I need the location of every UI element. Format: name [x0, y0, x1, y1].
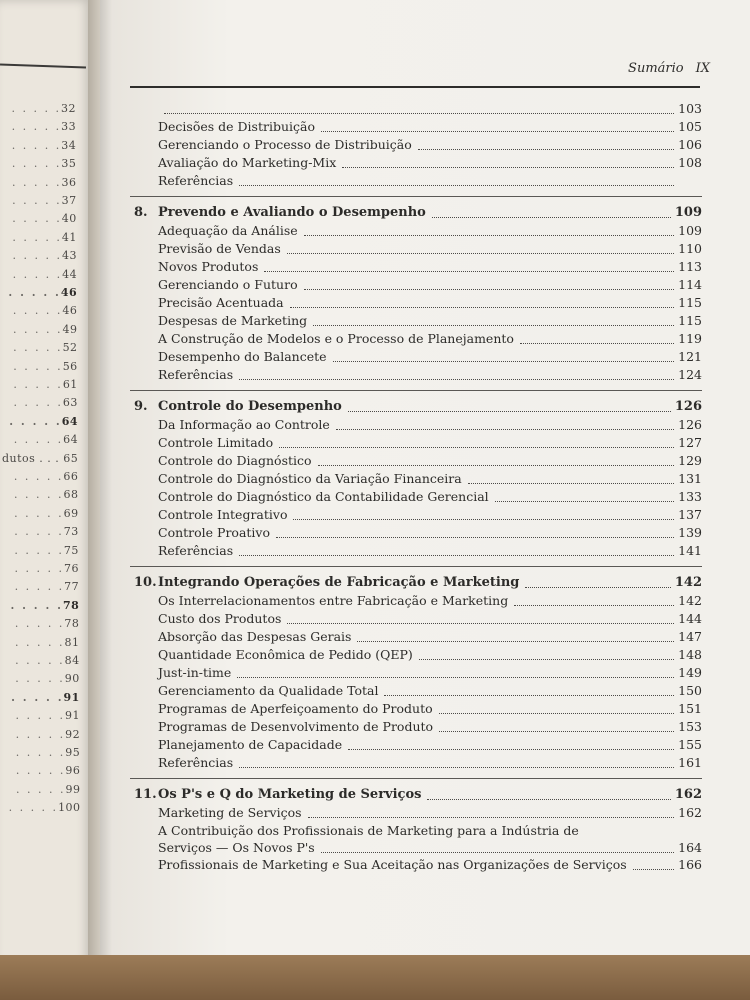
left-page-line — [16, 764, 80, 777]
dot-leader — [439, 718, 674, 732]
entry-title: A Construção de Modelos e o Processo de Planejamento — [158, 331, 514, 346]
toc-entry-row[interactable] — [130, 592, 702, 610]
page-number: 137 — [678, 507, 702, 522]
dot-leader — [164, 100, 674, 114]
entry-title: Custo dos Produtos — [158, 611, 282, 626]
left-page-line — [15, 617, 79, 630]
page-number: 131 — [678, 471, 702, 486]
page-number: 151 — [678, 701, 702, 716]
page-number: 109 — [678, 223, 702, 238]
left-page-leader: . . . . . — [13, 433, 64, 447]
page-number: 162 — [678, 805, 702, 820]
left-page-number: 34 — [61, 138, 77, 152]
dot-leader — [321, 839, 674, 853]
left-page-leader: . . . . . — [12, 304, 63, 318]
header-rule — [130, 86, 700, 88]
left-page-leader: . . . . . — [9, 414, 62, 428]
left-page-leader: . . . . . — [15, 709, 65, 723]
running-header-section: Sumário — [628, 61, 684, 76]
dot-leader — [239, 542, 674, 556]
entry-title: Adequação da Análise — [158, 223, 298, 238]
left-page-leader: . . . . . — [15, 764, 66, 778]
left-page-number: 84 — [64, 654, 80, 667]
left-page-number: 69 — [63, 506, 79, 520]
entry-title: Referências — [158, 755, 234, 770]
left-page-number: 77 — [64, 580, 80, 594]
toc-entry-row[interactable] — [130, 434, 702, 452]
dot-leader — [348, 398, 671, 412]
page-number: 127 — [678, 435, 702, 450]
entry-title: Novos Produtos — [158, 259, 259, 274]
toc-entry-row[interactable] — [130, 664, 702, 682]
chapter-title: Integrando Operações de Fabricação e Marketing — [158, 575, 520, 590]
left-page-number: 44 — [62, 267, 78, 281]
left-page-number: 40 — [61, 212, 77, 226]
toc-entry-row[interactable] — [130, 646, 702, 664]
dot-leader — [384, 682, 674, 696]
left-page-line — [13, 323, 77, 336]
toc-chapter-row[interactable] — [130, 204, 702, 222]
entry-title: Previsão de Vendas — [158, 241, 281, 256]
toc-entry-row[interactable] — [130, 452, 702, 470]
left-page-line — [12, 212, 76, 225]
chapter-number: 9. — [134, 399, 148, 414]
page-number: 113 — [678, 259, 702, 274]
entry-title: Despesas de Marketing — [158, 313, 308, 328]
toc-entry-row[interactable] — [130, 700, 702, 718]
entry-title: Profissionais de Marketing e Sua Aceitação nas Organizações de Serviços — [158, 857, 627, 872]
left-page-number: 91 — [63, 690, 80, 704]
entry-title-line2: Serviços — Os Novos P's — [158, 840, 315, 855]
entry-title: Avaliação do Marketing-Mix — [158, 155, 337, 170]
left-page-leader: . . . . . — [15, 782, 66, 796]
left-page-leader: . . . . . — [13, 378, 63, 391]
left-page-line — [13, 378, 77, 391]
left-page-number: 41 — [61, 230, 77, 244]
left-page-line — [14, 525, 78, 538]
entry-title: Marketing de Serviços — [158, 805, 302, 820]
left-header-rule — [0, 63, 86, 68]
left-page-leader: . . . . . — [14, 543, 64, 557]
page-number: 133 — [678, 489, 702, 504]
entry-title: Referências — [158, 543, 234, 558]
toc-entry-row[interactable] — [130, 330, 702, 348]
dot-leader — [348, 736, 674, 750]
dot-leader — [342, 154, 674, 168]
page-number: 119 — [678, 331, 702, 346]
toc-entry-row[interactable] — [130, 822, 702, 856]
left-page-leader: . . . . . — [10, 598, 63, 612]
toc-entry-row[interactable] — [130, 542, 702, 560]
page-shadow — [100, 0, 112, 970]
dot-leader — [313, 312, 674, 326]
left-page-line — [15, 636, 79, 649]
left-page-line — [16, 746, 80, 759]
entry-title: Os Interrelacionamentos entre Fabricação e Marketing — [158, 593, 509, 608]
chapter-number: 10. — [134, 575, 157, 590]
entry-title: Controle do Diagnóstico da Variação Financeira — [158, 471, 462, 486]
left-page-leader: . . . . . — [15, 635, 65, 649]
page-number: 142 — [678, 593, 702, 608]
left-page-leader: . . . . . — [11, 157, 62, 171]
chapter-divider — [130, 390, 702, 391]
entry-title: Referências — [158, 173, 234, 188]
page-number: 126 — [674, 399, 702, 414]
left-page-number: 91 — [64, 709, 80, 723]
left-page-number: 78 — [62, 598, 80, 612]
left-page-line — [14, 488, 78, 501]
table-of-contents — [130, 100, 702, 874]
left-page — [0, 0, 92, 965]
toc-entry-row[interactable] — [130, 366, 702, 384]
dot-leader — [318, 452, 675, 466]
left-page-number: 52 — [62, 341, 78, 355]
left-page-line — [14, 433, 78, 446]
left-page-number: 32 — [61, 102, 76, 115]
page-number: 149 — [678, 665, 702, 680]
entry-title: Planejamento de Capacidade — [158, 737, 343, 752]
dot-leader — [357, 628, 674, 642]
chapter-title: Controle do Desempenho — [158, 399, 342, 414]
left-page-number: 36 — [61, 175, 77, 189]
toc-entry-row[interactable] — [130, 610, 702, 628]
left-page-number: 100 — [58, 801, 81, 815]
left-page-number: dutos . . . 65 — [1, 451, 79, 465]
entry-title: Gerenciando o Futuro — [158, 277, 298, 292]
dot-leader — [427, 786, 670, 800]
left-page-line — [14, 507, 78, 520]
dot-leader — [264, 258, 674, 272]
page-number: 126 — [678, 417, 702, 432]
toc-entry-row[interactable] — [130, 506, 702, 524]
left-page-line — [14, 470, 78, 483]
left-page-number: 49 — [62, 322, 78, 336]
left-page-leader: . . . . . — [8, 286, 61, 299]
left-page-number: 63 — [62, 396, 78, 410]
left-page-leader: . . . . . — [15, 746, 66, 759]
entry-title: Programas de Desenvolvimento de Produto — [158, 719, 434, 734]
left-page-number: 43 — [61, 249, 77, 263]
left-page-line — [13, 396, 77, 409]
left-page-leader: . . . . . — [14, 525, 64, 539]
dot-leader — [321, 118, 674, 132]
page-number: 124 — [678, 367, 702, 382]
entry-title: Just-in-time — [158, 665, 232, 680]
chapter-title: Os P's e Q do Marketing de Serviços — [158, 787, 422, 802]
left-page-line — [15, 709, 79, 722]
left-page-number: 78 — [64, 617, 80, 631]
page-number: 153 — [678, 719, 702, 734]
left-page-line — [15, 562, 79, 575]
page-number: 141 — [678, 543, 702, 558]
toc-entry-row[interactable] — [130, 524, 702, 542]
dot-leader — [308, 804, 675, 818]
entry-title: Da Informação ao Controle — [158, 417, 330, 432]
dot-leader — [439, 700, 674, 714]
left-page-line — [16, 783, 80, 796]
toc-entry-row[interactable] — [130, 348, 702, 366]
left-page-number: 76 — [64, 562, 79, 575]
entry-title: Referências — [158, 367, 234, 382]
entry-title: Programas de Aperfeiçoamento do Produto — [158, 701, 433, 716]
left-page-number: 68 — [63, 488, 79, 502]
left-page-leader: . . . . . — [15, 727, 66, 741]
page-number: 139 — [678, 525, 702, 540]
page-number: 103 — [678, 101, 702, 116]
page-number: 155 — [678, 737, 702, 752]
left-page-line — [12, 139, 76, 152]
left-page-number: 56 — [62, 359, 78, 373]
left-page-line — [15, 672, 79, 685]
left-page-leader: . . . . . — [12, 322, 63, 336]
toc-entry-row[interactable] — [130, 312, 702, 330]
table-surface — [0, 955, 750, 1000]
left-page-number: 33 — [61, 120, 77, 134]
entry-title: Absorção das Despesas Gerais — [158, 629, 352, 644]
entry-title: Controle do Diagnóstico — [158, 453, 312, 468]
entry-title-line1: A Contribuição dos Profissionais de Marketing para a Indústria de — [158, 823, 579, 838]
left-page-number: 90 — [64, 672, 80, 686]
running-header-page: IX — [695, 61, 710, 76]
left-page-leader: . . . . . — [12, 194, 62, 207]
page-number: 148 — [678, 647, 702, 662]
toc-entry-row[interactable] — [130, 628, 702, 646]
left-page-number: 92 — [65, 727, 81, 741]
left-page-leader: . . . . . — [13, 470, 64, 483]
chapter-divider — [130, 778, 702, 779]
page-number: 142 — [674, 575, 702, 590]
entry-title: Controle do Diagnóstico da Contabilidade Gerencial — [158, 489, 489, 504]
left-page-number: 95 — [65, 746, 81, 759]
entry-title: Desempenho do Balancete — [158, 349, 327, 364]
left-page-leader: . . . . . — [12, 175, 62, 189]
dot-leader — [239, 172, 674, 186]
dot-leader — [525, 574, 670, 588]
dot-leader — [239, 754, 674, 768]
left-page-line — [11, 691, 80, 704]
page-number: 161 — [678, 755, 702, 770]
left-page-number: 75 — [63, 543, 79, 557]
toc-entry-row[interactable] — [130, 240, 702, 258]
entry-title: Precisão Acentuada — [158, 295, 284, 310]
left-page-number: 66 — [63, 470, 79, 483]
page-number: 115 — [678, 313, 702, 328]
left-page-line — [9, 415, 78, 428]
left-page-line — [12, 102, 76, 115]
left-page-leader: . . . . . — [12, 249, 62, 263]
entry-title: Controle Integrativo — [158, 507, 288, 522]
left-page-number: 73 — [63, 525, 79, 539]
dot-leader — [237, 664, 674, 678]
toc-chapter-row[interactable] — [130, 398, 702, 416]
left-page-leader: . . . . . — [14, 506, 64, 520]
dot-leader — [336, 416, 674, 430]
chapter-title: Prevendo e Avaliando o Desempenho — [158, 205, 426, 220]
toc-entry-row[interactable] — [130, 682, 702, 700]
entry-title: Quantidade Econômica de Pedido (QEP) — [158, 647, 413, 662]
page-number: 108 — [678, 155, 702, 170]
left-page-leader: . . . . . — [13, 359, 63, 373]
left-page-leader: . . . . . — [12, 230, 62, 244]
page-number: 166 — [678, 857, 702, 872]
dot-leader — [495, 488, 675, 502]
toc-entry-row[interactable] — [130, 416, 702, 434]
toc-entry-row[interactable] — [130, 736, 702, 754]
left-page-leader: . . . . . — [11, 120, 62, 134]
left-page-number: 99 — [65, 782, 81, 796]
left-page-leader: . . . . . — [14, 580, 65, 594]
page-number: 121 — [678, 349, 702, 364]
entry-title: Controle Proativo — [158, 525, 271, 540]
left-page-leader: . . . . . — [14, 488, 64, 502]
toc-chapter-row[interactable] — [130, 786, 702, 804]
left-page-line — [9, 801, 81, 814]
left-page-leader: . . . . . — [11, 102, 61, 115]
left-page-leader: . . . . . — [11, 138, 62, 152]
toc-entry-row[interactable] — [130, 258, 702, 276]
toc-entry-row[interactable] — [130, 136, 702, 154]
dot-leader — [276, 524, 674, 538]
left-page-leader: . . . . . — [13, 341, 63, 355]
left-page-number: 37 — [61, 194, 77, 207]
left-page-line — [15, 654, 79, 667]
page-number: 164 — [678, 840, 702, 855]
page-number: 150 — [678, 683, 702, 698]
dot-leader — [432, 204, 671, 218]
left-page-leader: . . . . . — [12, 212, 62, 226]
dot-leader — [279, 434, 674, 448]
dot-leader — [633, 856, 674, 870]
dot-leader — [514, 592, 674, 606]
left-page-leader: . . . . . — [15, 672, 65, 686]
left-page-line — [12, 249, 76, 262]
toc-entry-row[interactable] — [130, 276, 702, 294]
toc-entry-row[interactable] — [130, 856, 702, 874]
dot-leader — [418, 136, 674, 150]
page-number: 110 — [678, 241, 702, 256]
left-page-leader: . . . . . — [14, 617, 65, 631]
left-page-leader: . . . . . — [12, 267, 63, 281]
dot-leader — [304, 222, 674, 236]
dot-leader — [239, 366, 674, 380]
left-page-line — [12, 231, 76, 244]
page-number: 106 — [678, 137, 702, 152]
toc-entry-row[interactable] — [130, 118, 702, 136]
page-number: 114 — [678, 277, 702, 292]
page-number: 109 — [674, 205, 702, 220]
left-page-line — [8, 286, 77, 299]
toc-entry-row[interactable] — [130, 172, 702, 190]
left-page-line — [12, 120, 76, 133]
chapter-divider — [130, 196, 702, 197]
left-page-number: 64 — [61, 414, 79, 428]
left-page-line — [13, 304, 77, 317]
chapter-divider — [130, 566, 702, 567]
dot-leader — [333, 348, 675, 362]
left-page-leader: . . . . . — [13, 396, 63, 410]
left-page-line — [12, 157, 76, 170]
left-page-number: 46 — [62, 304, 78, 318]
left-page-number: 81 — [64, 635, 80, 649]
left-page-number: 61 — [62, 378, 78, 391]
toc-entry-row[interactable] — [130, 154, 702, 172]
left-page-leader: . . . . . — [14, 562, 64, 575]
left-page-leader: . . . . . — [15, 654, 65, 667]
dot-leader — [520, 330, 674, 344]
entry-title: Gerenciando o Processo de Distribuição — [158, 137, 412, 152]
left-page-number: 35 — [61, 157, 77, 171]
left-page-line — [16, 728, 80, 741]
left-page-line — [15, 580, 79, 593]
toc-entry-row[interactable] — [130, 718, 702, 736]
toc-entry-row[interactable] — [130, 470, 702, 488]
chapter-number: 11. — [134, 787, 157, 802]
toc-entry-row[interactable] — [130, 804, 702, 822]
toc-chapter-row[interactable] — [130, 574, 702, 592]
left-page-leader: . . . . . — [8, 801, 59, 815]
dot-leader — [293, 506, 674, 520]
left-page-line — [10, 599, 79, 612]
dot-leader — [419, 646, 674, 660]
dot-leader — [304, 276, 675, 290]
running-header — [628, 61, 710, 76]
dot-leader — [290, 294, 675, 308]
left-page-number: 46 — [60, 286, 78, 299]
left-page-line — [12, 176, 76, 189]
left-page-line — [13, 268, 77, 281]
left-page-number: 96 — [65, 764, 81, 778]
dot-leader — [287, 240, 674, 254]
page-number: 147 — [678, 629, 702, 644]
toc-entry-row[interactable] — [130, 222, 702, 240]
entry-title: Gerenciamento da Qualidade Total — [158, 683, 379, 698]
toc-entry-row[interactable] — [130, 294, 702, 312]
left-page-line — [14, 544, 78, 557]
page-number: 129 — [678, 453, 702, 468]
left-page-leader: . . . . . — [11, 690, 64, 704]
page-number: 162 — [674, 787, 702, 802]
toc-entry-row[interactable] — [130, 100, 702, 118]
page-number: 144 — [678, 611, 702, 626]
page-number: 105 — [678, 119, 702, 134]
toc-entry-row[interactable] — [130, 754, 702, 772]
page-number: 115 — [678, 295, 702, 310]
left-page-line — [12, 194, 76, 207]
dot-leader — [287, 610, 674, 624]
left-page-line — [13, 341, 77, 354]
dot-leader — [468, 470, 674, 484]
entry-title: Decisões de Distribuição — [158, 119, 315, 134]
left-page-number: 64 — [63, 433, 79, 447]
entry-title: Controle Limitado — [158, 435, 274, 450]
left-page-line — [2, 452, 78, 465]
left-page-line — [13, 360, 77, 373]
chapter-number: 8. — [134, 205, 148, 220]
toc-entry-row[interactable] — [130, 488, 702, 506]
